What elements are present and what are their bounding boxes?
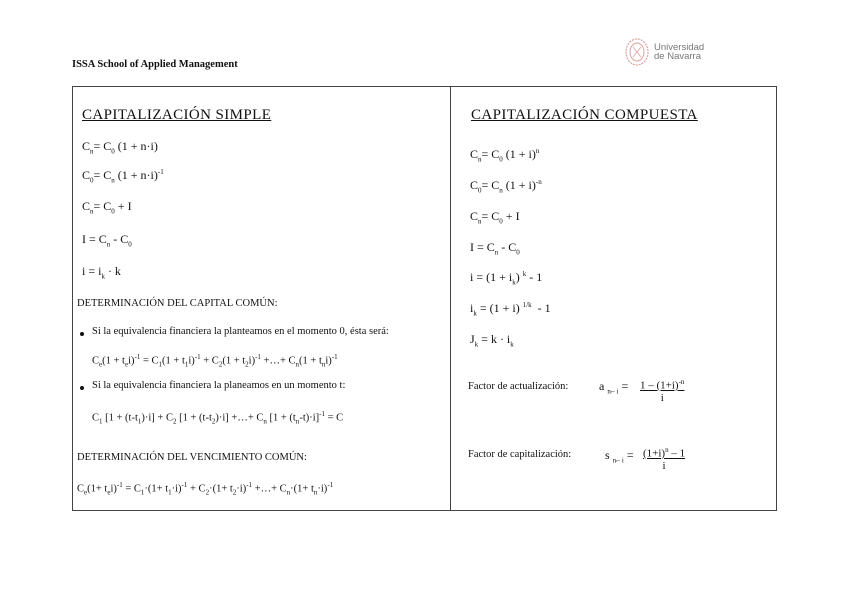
formula-compuesta-7: $J_k = k \cdot i_k$ <box>470 332 514 349</box>
formula-table <box>72 86 777 511</box>
subhead-capital-comun: DETERMINACIÓN DEL CAPITAL COMÚN: <box>77 298 278 309</box>
formula-compuesta-1: $C_n= C_0$ $(1 + i)^n$ <box>470 147 540 164</box>
formula-simple-2: $C_0= C_n$ $(1 + n\cdot i)^{-1}$ <box>82 168 164 185</box>
formula-compuesta-5: $i = (1 + i_k)$ $^k$ - 1 <box>470 270 543 287</box>
simple-title: CAPITALIZACIÓN SIMPLE <box>82 107 272 123</box>
factor-actualizacion-symbol: a $_{n⌐ i}$ = <box>599 379 629 396</box>
factor-capitalizacion-fraction: $\frac{(1+i)^n - 1}{i}$ <box>643 446 686 472</box>
formula-compuesta-4: $I = C_n - C_0$ <box>470 240 520 257</box>
formula-compuesta-6: $i_k = (1 + i)$ $^{1/k}$ - 1 <box>470 301 551 318</box>
formula-simple-3: $C_n= C_0 + I$ <box>82 199 132 216</box>
formula-capital-momento-0: $C_e(1 + t_ei)^{-1} = C_1(1 + t_1i)^{-1} + C_2(1 + t_2i)^{-1}$ +…+ $C_n(1 + t_ni)^{-1}$ <box>92 353 338 369</box>
column-divider <box>450 87 451 510</box>
formula-vencimiento: $C_e(1+ t_ei)^{-1} = C_1\cdot(1+ t_1\cdot i)^{-1} + C_2\cdot(1+ t_2\cdot i)^{-1}$ +…+ $C_n\cdot(1+ t_n\cdot i)^{-1}$ <box>77 481 334 497</box>
bullet-text-1: Si la equivalencia financiera la planteamos en el momento 0, ésta será: <box>92 326 389 337</box>
formula-capital-momento-t: $C_1$ $[1 + (t-t_1)\cdot i] + C_2$ $[1 + (t-t_2)\cdot i]$ +…+ $C_n$ $[1 + (t_n-t)\cdot i]^{-1} = C$ <box>92 410 344 426</box>
bullet-dot-1 <box>80 332 84 336</box>
formula-compuesta-3: $C_n= C_0 + I$ <box>470 209 520 226</box>
bullet-dot-2 <box>80 386 84 390</box>
formula-simple-1: $C_n= C_0$ (1 + n·i) <box>82 139 158 156</box>
factor-actualizacion-fraction: $\frac{1 - (1+i)^{-n}}{i}$ <box>640 378 685 404</box>
school-name: ISSA School of Applied Management <box>72 59 238 70</box>
university-seal-icon <box>624 37 650 67</box>
logo-line-2: de Navarra <box>654 51 701 62</box>
bullet-text-2: Si la equivalencia financiera la planeamos en un momento t: <box>92 380 346 391</box>
formula-simple-4: $I = C_n - C_0$ <box>82 232 132 249</box>
factor-actualizacion-label: Factor de actualización: <box>468 381 569 392</box>
subhead-vencimiento-comun: DETERMINACIÓN DEL VENCIMIENTO COMÚN: <box>77 452 307 463</box>
factor-capitalizacion-symbol: s $_{n⌐ i}$ = <box>605 448 634 465</box>
logo-line-1: Universidad <box>654 42 705 53</box>
compuesta-title: CAPITALIZACIÓN COMPUESTA <box>471 107 698 123</box>
formula-simple-5: $i = i_k \cdot k$ <box>82 264 121 281</box>
university-logo <box>624 37 704 67</box>
formula-compuesta-2: $C_0= C_n$ $(1 + i)^{-n}$ <box>470 178 542 195</box>
factor-capitalizacion-label: Factor de capitalización: <box>468 449 572 460</box>
